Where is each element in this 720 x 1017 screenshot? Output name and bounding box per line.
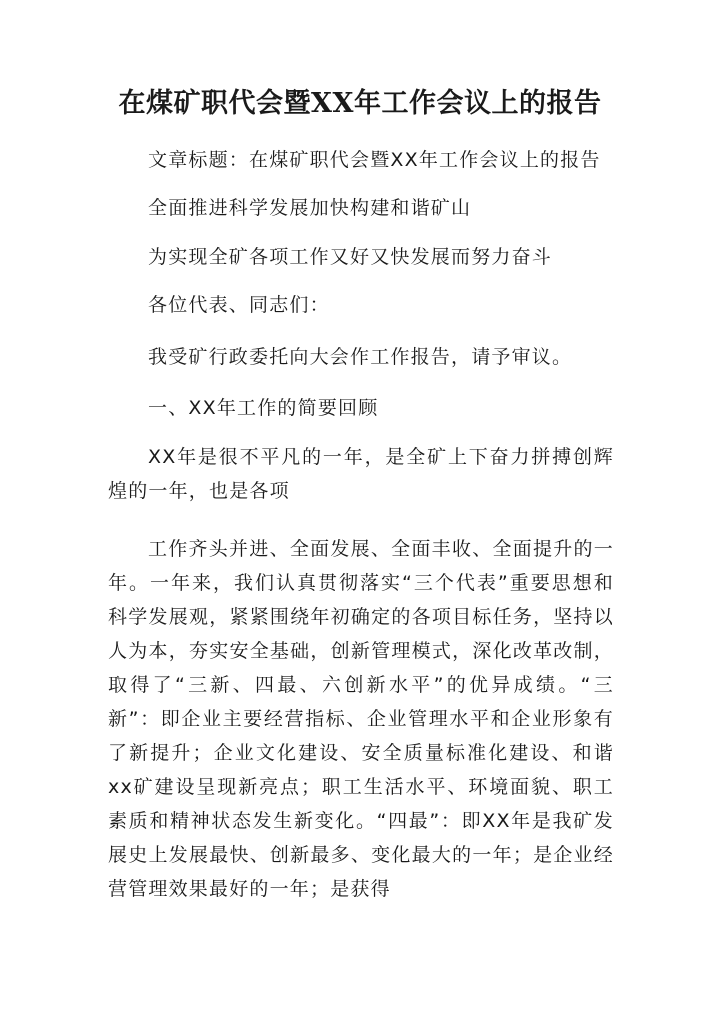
section-heading-1: 一、XX年工作的简要回顾 xyxy=(148,397,379,419)
document-title: 在煤矿职代会暨XX年工作会议上的报告 xyxy=(118,88,602,119)
opening-statement: 我受矿行政委托向大会作工作报告，请予审议。 xyxy=(148,346,573,368)
article-title-line: 文章标题：在煤矿职代会暨XX年工作会议上的报告 xyxy=(148,149,601,171)
salutation: 各位代表、同志们： xyxy=(148,294,330,316)
subtitle-line-1: 全面推进科学发展加快构建和谐矿山 xyxy=(148,197,472,219)
body-paragraph-1: XX年是很不平凡的一年，是全矿上下奋力拼搏创辉煌的一年，也是各项 xyxy=(108,446,614,502)
body-paragraph-2: 工作齐头并进、全面发展、全面丰收、全面提升的一年。一年来，我们认真贯彻落实“三个代表”重要思想和科学发展观，紧紧围绕年初确定的各项目标任务，坚持以人为本，夯实安全基础，创新管理模式，深化改革改制，取得了“三新、四最、六创新水平”的优异成绩。“三新”：即企业主要经营指标、企业管理水平和企业形象有了新提升；企业文化建设、安全质量标准化建设、和谐xx矿建设呈现新亮点；职工生活水平、环境面貌、职工素质和精神状态发生新变化。“四最”：即XX年是我矿发展史上发展最快、创新最多、变化最大的一年；是企业经营管理效果最好的一年；是获得 xyxy=(108,538,614,900)
subtitle-line-2: 为实现全矿各项工作又好又快发展而努力奋斗 xyxy=(148,246,553,268)
